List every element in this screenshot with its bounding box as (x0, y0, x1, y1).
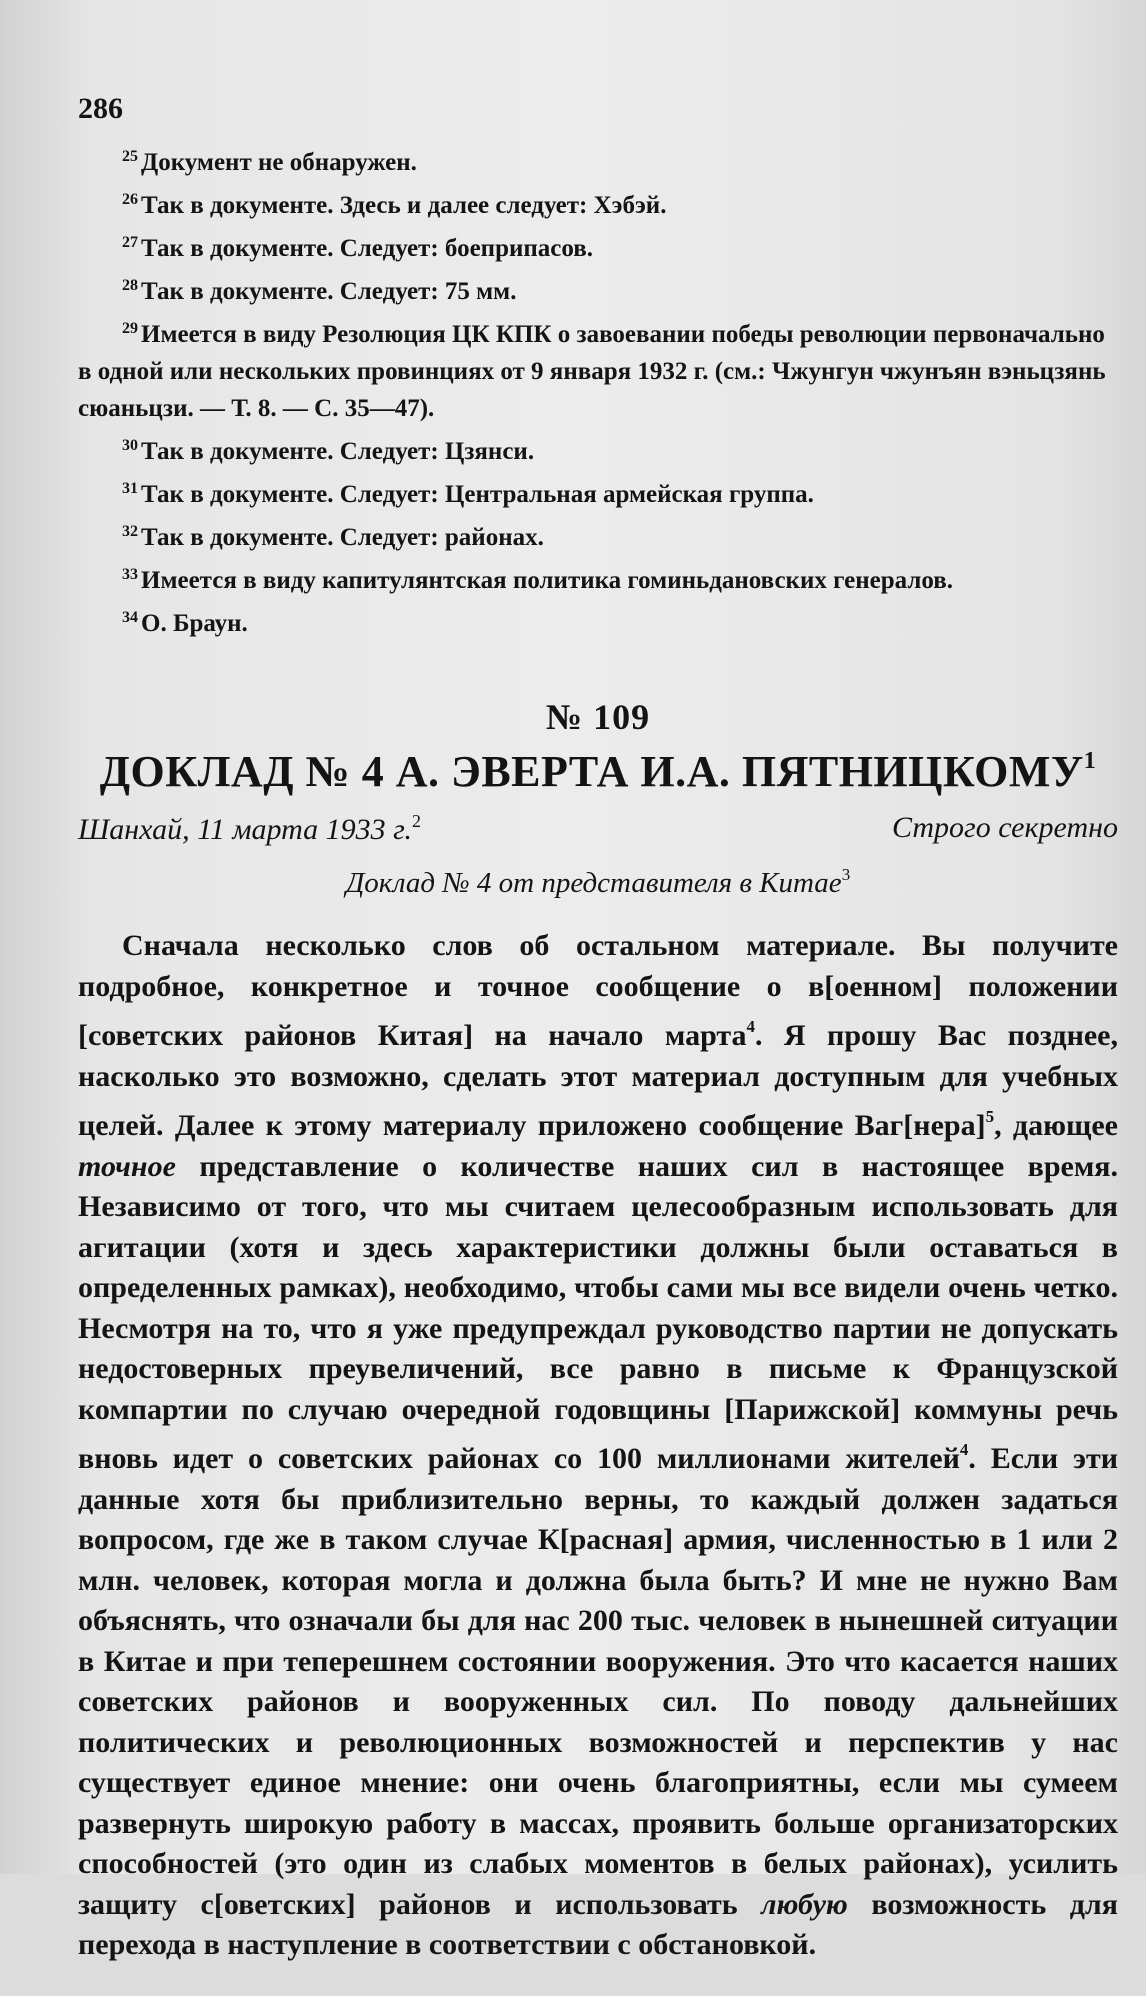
body-text-segment: возможность для перехода в наступление в соответствии с обстановкой. (78, 1887, 1118, 1961)
footnote-27 (78, 224, 1118, 267)
body-text-segment: Сначала несколько слов об остальном материале. Вы получите подробное, конкретное и точное сообщение о в[оенном] положении [советских районов Китая] на начало марта (78, 929, 1118, 1052)
footnote-marker: 29 (122, 320, 138, 337)
footnote-marker: 33 (122, 566, 138, 583)
place-date (78, 811, 421, 847)
body-text-segment: представление о количестве наших сил в настоящее время. Независимо от того, что мы считаем целесообразным использовать для агитации (хотя и здесь характеристики должны были оставаться в определенных рамках), необходимо, чтобы сами мы все видели очень четко. Несмотря на то, что я уже предупреждал руководство партии не допускать недостоверных преувеличений, все равно в письме к Французской компартии по случаю очередной годовщины [Парижской] коммуны речь вновь идет о советских районах со 100 миллионами жителей (78, 1149, 1118, 1475)
document-title (78, 746, 1118, 797)
footnote-28 (78, 267, 1118, 310)
footnote-32 (78, 513, 1118, 556)
footnote-marker: 31 (122, 480, 138, 497)
footnote-marker: 28 (122, 277, 138, 294)
footnote-31 (78, 470, 1118, 513)
document-meta (78, 811, 1118, 847)
footnote-26 (78, 181, 1118, 224)
footnote-text: Так в документе. Следует: Цзянси. (141, 438, 535, 465)
footnote-marker: 2 (411, 811, 421, 831)
classification: Строго секретно (891, 811, 1118, 844)
document-title-text: ДОКЛАД № 4 А. ЭВЕРТА И.А. ПЯТНИЦКОМУ (99, 747, 1084, 796)
emphasis-text: точное (78, 1149, 176, 1183)
footnote-text: Так в документе. Следует: районах. (141, 524, 544, 551)
footnote-text: О. Браун. (141, 610, 248, 637)
body-text-segment: . Если эти данные хотя бы приблизительно верны, то каждый должен задаться вопросом, где же в таком случае К[расная] армия, численностью в 1 или 2 млн. человек, которая могла и должна была быть? И мне не нужно Вам объяснять, что означали бы для нас 200 тыс. человек в нынешней ситуации в Китае и при теперешнем состоянии вооружения. Это что касается наших советских районов и вооруженных сил. По поводу дальнейших политических и революционных возможностей и перспектив у нас существует единое мнение: они очень благоприятны, если мы сумеем развернуть широкую работу в массах, проявить больше организаторских способностей (это один из слабых моментов в белых районах), усилить защиту с[оветских] районов и использовать (78, 1442, 1118, 1921)
footnote-30 (78, 427, 1118, 470)
footnote-marker: 4 (959, 1440, 969, 1459)
footnote-marker: 1 (1083, 748, 1097, 774)
footnote-marker: 3 (841, 865, 851, 884)
footnote-text: Так в документе. Следует: боеприпасов. (141, 235, 594, 262)
footnote-33 (78, 556, 1118, 599)
footnote-marker: 27 (122, 234, 138, 251)
footnote-text: Так в документе. Здесь и далее следует: Хэбэй. (141, 192, 667, 219)
footnote-text: Имеется в виду Резолюция ЦК КПК о завоевании победы революции (141, 321, 927, 348)
footnote-text: Имеется в виду капитулянтская политика гоминьдановских генералов. (141, 567, 954, 594)
body-text-segment: . Я прошу Вас позднее, насколько это возможно, сделать этот материал доступным для учебных целей. Далее к этому материалу приложено сообщение Ваг[нера] (78, 1019, 1119, 1142)
footnote-marker: 4 (746, 1017, 755, 1036)
emphasis-text: любую (761, 1887, 848, 1921)
footnote-marker: 26 (122, 191, 138, 208)
document-number: № 109 (545, 697, 651, 737)
page-number: 286 (78, 92, 123, 125)
footnote-marker: 34 (122, 609, 138, 626)
footnote-29 (78, 310, 1118, 427)
footnote-marker: 30 (122, 437, 138, 454)
footnote-marker: 25 (122, 148, 138, 165)
body-text-segment: , дающее (994, 1109, 1118, 1142)
footnote-34 (78, 599, 1118, 642)
footnote-text-continued: первоначально в одной или нескольких провинциях от 9 января 1932 г. (см.: Чжунгун чжунъян вэньцзянь сюаньцзи. — Т. 8. — С. 35—47). (78, 321, 1106, 422)
footnote-text: Так в документе. Следует: 75 мм. (141, 278, 517, 305)
footnote-text: Так в документе. Следует: Центральная армейская группа. (141, 481, 814, 508)
footnote-25 (78, 138, 1118, 181)
body-paragraph (78, 926, 1118, 1966)
footnote-marker: 5 (985, 1107, 995, 1126)
page-content (78, 92, 1118, 1996)
footnote-text: Документ не обнаружен. (141, 149, 417, 176)
footnotes (78, 138, 1118, 642)
document-subtitle-text: Доклад № 4 от представителя в Китае (345, 867, 842, 899)
footnote-marker: 32 (122, 523, 138, 540)
place-date-text: Шанхай, 11 марта 1933 г. (78, 813, 412, 846)
document-subtitle (78, 865, 1118, 900)
